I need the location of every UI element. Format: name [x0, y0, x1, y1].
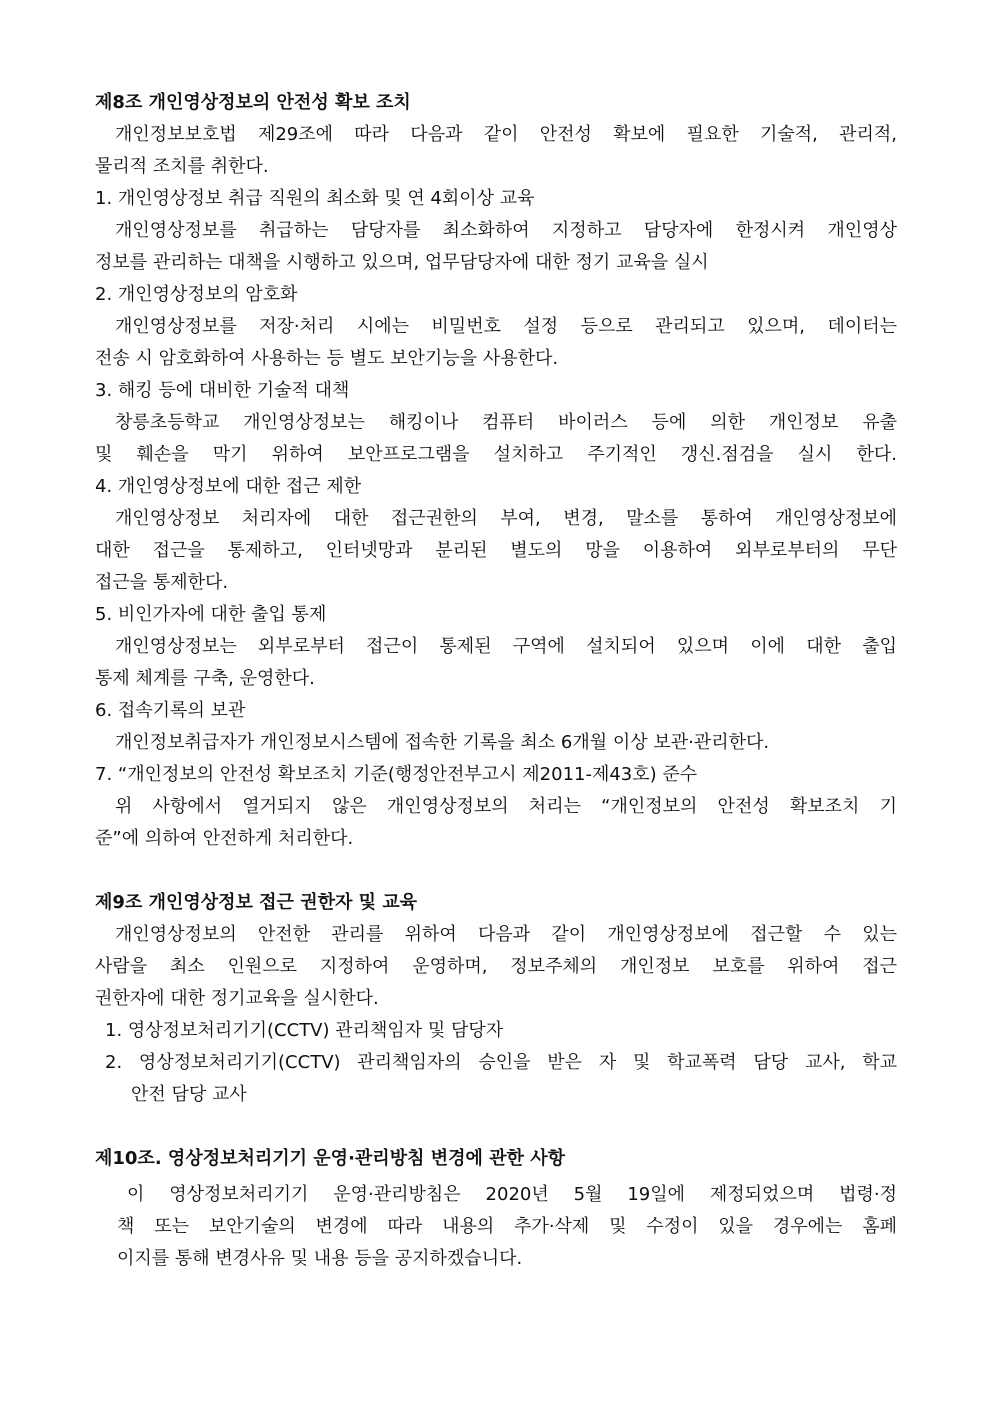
article-9-line: 권한자에 대한 정기교육을 실시한다. [95, 988, 379, 1009]
article-8-line: 대한 접근을 통제하고, 인터넷망과 분리된 별도의 망을 이용하여 외부로부터의 무단 [95, 540, 897, 561]
article-8-line: 3. 해킹 등에 대비한 기술적 대책 [95, 380, 350, 401]
article-8-line: 개인정보보호법 제29조에 따라 다음과 같이 안전성 확보에 필요한 기술적, 관리적, [115, 124, 897, 145]
article-8-line: 4. 개인영상정보에 대한 접근 제한 [95, 476, 362, 497]
article-8-line: 개인영상정보를 저장·처리 시에는 비밀번호 설정 등으로 관리되고 있으며, 데이터는 [115, 316, 897, 337]
article-8-line: 전송 시 암호화하여 사용하는 등 별도 보안기능을 사용한다. [95, 348, 559, 369]
article-8-title: 제8조 개인영상정보의 안전성 확보 조치 [95, 92, 411, 113]
article-8-line: 접근을 통제한다. [95, 572, 229, 593]
article-8-line: 통제 체계를 구축, 운영한다. [95, 668, 315, 689]
article-8-line: 개인영상정보 처리자에 대한 접근권한의 부여, 변경, 말소를 통하여 개인영상정보에 [115, 508, 897, 529]
article-9-line: 개인영상정보의 안전한 관리를 위하여 다음과 같이 개인영상정보에 접근할 수 있는 [115, 924, 897, 945]
article-9-line: 안전 담당 교사 [131, 1084, 247, 1105]
article-8-line: 준”에 의하여 안전하게 처리한다. [95, 828, 354, 849]
article-8-line: 2. 개인영상정보의 암호화 [95, 284, 298, 305]
article-10-line: 이 영상정보처리기기 운영·관리방침은 2020년 5월 19일에 제정되었으며 법령·정 [127, 1184, 897, 1205]
article-8-line: 개인정보취급자가 개인정보시스템에 접속한 기록을 최소 6개월 이상 보관·관리한다. [115, 732, 770, 753]
article-9-line: 1. 영상정보처리기기(CCTV) 관리책임자 및 담당자 [105, 1020, 504, 1041]
article-8-line: 물리적 조치를 취한다. [95, 156, 269, 177]
article-8-line: 7. “개인정보의 안전성 확보조치 기준(행정안전부고시 제2011-제43호) 준수 [95, 764, 698, 785]
article-8-line: 개인영상정보를 취급하는 담당자를 최소화하여 지정하고 담당자에 한정시켜 개인영상 [115, 220, 897, 241]
article-10-line: 이지를 통해 변경사유 및 내용 등을 공지하겠습니다. [117, 1248, 523, 1269]
article-8-line: 창릉초등학교 개인영상정보는 해킹이나 컴퓨터 바이러스 등에 의한 개인정보 유출 [115, 412, 897, 433]
article-9-title: 제9조 개인영상정보 접근 권한자 및 교육 [95, 892, 418, 913]
article-8-line: 1. 개인영상정보 취급 직원의 최소화 및 연 4회이상 교육 [95, 188, 535, 209]
article-10-line: 책 또는 보안기술의 변경에 따라 내용의 추가·삭제 및 수정이 있을 경우에는 홈페 [117, 1216, 897, 1237]
article-9-line: 사람을 최소 인원으로 지정하여 운영하며, 정보주체의 개인정보 보호를 위하여 접근 [95, 956, 897, 977]
article-8-line: 및 훼손을 막기 위하여 보안프로그램을 설치하고 주기적인 갱신.점검을 실시 한다. [95, 444, 897, 465]
article-8-line: 5. 비인가자에 대한 출입 통제 [95, 604, 327, 625]
article-10-title: 제10조. 영상정보처리기기 운영·관리방침 변경에 관한 사항 [95, 1148, 565, 1169]
article-8-line: 위 사항에서 열거되지 않은 개인영상정보의 처리는 “개인정보의 안전성 확보조치 기 [115, 796, 897, 817]
article-9-line: 2. 영상정보처리기기(CCTV) 관리책임자의 승인을 받은 자 및 학교폭력 담당 교사, 학교 [105, 1052, 897, 1073]
article-8-line: 6. 접속기록의 보관 [95, 700, 246, 721]
article-8-line: 정보를 관리하는 대책을 시행하고 있으며, 업무담당자에 대한 정기 교육을 실시 [95, 252, 709, 273]
article-8-line: 개인영상정보는 외부로부터 접근이 통제된 구역에 설치되어 있으며 이에 대한 출입 [115, 636, 897, 657]
